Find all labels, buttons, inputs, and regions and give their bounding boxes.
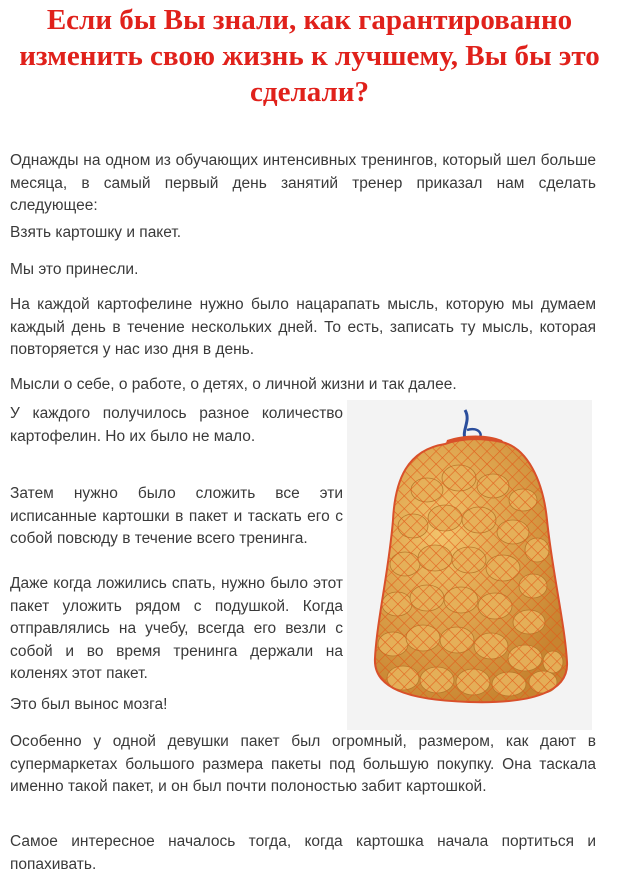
- article-title: Если бы Вы знали, как гарантированно изменить свою жизнь к лучшему, Вы бы это сделали?: [19, 4, 600, 108]
- potato-sack-image: [347, 400, 592, 730]
- paragraph-scratch-thoughts: На каждой картофелине нужно было нацарапать мысль, которую мы думаем каждый день в течение нескольких дней. То есть, записать ту мысль, которая повторяется у нас изо дня в день.: [10, 296, 596, 359]
- paragraph-sleep-with-bag: Даже когда ложились спать, нужно было этот пакет уложить рядом с подушкой. Когда отправлялись на учебу, всегда его везли с собой и во время тренинга держали на коленях этот пакет.: [10, 575, 343, 683]
- paragraph-intro: Однажды на одном из обучающих интенсивных тренингов, который шел больше месяца, в самый первый день занятий тренер приказал нам сделать следующее:: [10, 152, 596, 215]
- paragraph-rotting: Самое интересное началось тогда, когда картошка начала портиться и попахивать.: [10, 833, 596, 873]
- paragraph-carry-bag: Затем нужно было сложить все эти исписанные картошки в пакет и таскать его с собой повсюду в течение всего тренинга.: [10, 485, 343, 548]
- paragraph-different-count: У каждого получилось разное количество картофелин. Но их было не мало.: [10, 405, 343, 445]
- paragraph-take-potato: Взять картошку и пакет.: [10, 224, 182, 241]
- paragraph-big-bag: Особенно у одной девушки пакет был огромный, размером, как дают в супермаркетах большого размера пакеты под большую покупку. Она таскала именно такой пакет, и он был почти полоностью забит картошкой.: [10, 733, 596, 796]
- paragraph-brought: Мы это принесли.: [10, 261, 139, 278]
- paragraph-thoughts-list: Мысли о себе, о работе, о детях, о личной жизни и так далее.: [10, 376, 457, 393]
- potato-sack-illustration-icon: [347, 400, 592, 730]
- paragraph-mind-blown: Это был вынос мозга!: [10, 696, 168, 713]
